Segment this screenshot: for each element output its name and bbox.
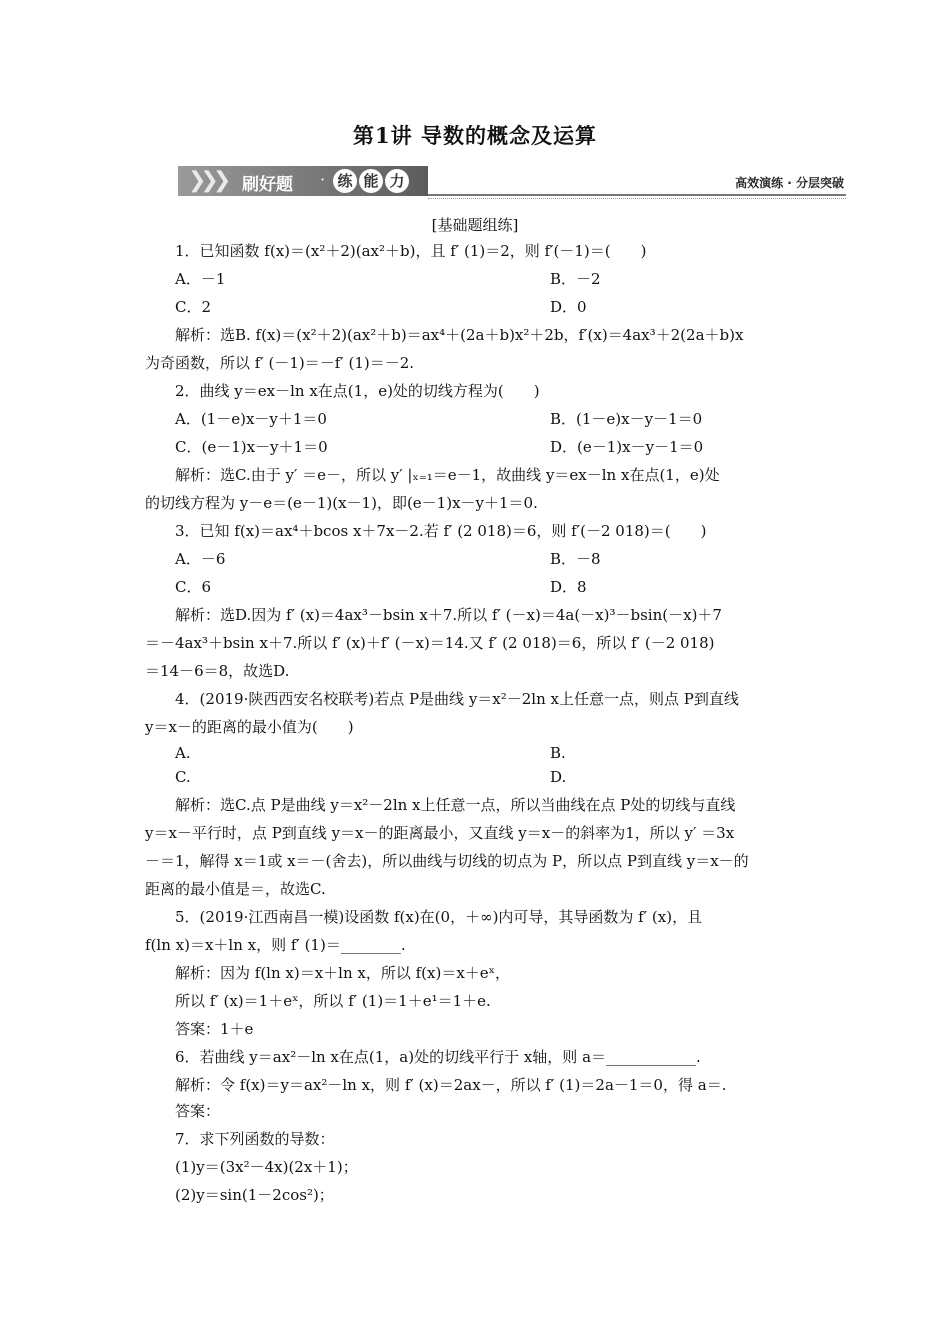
banner-rule-dotted	[428, 198, 846, 199]
solution-line: 解析：选C.由于 y′ ＝e－，所以 y′ |ₓ₌₁＝e－1，故曲线 y＝ex－ln x在点(1，e)处	[175, 466, 720, 484]
solution-line: ＝－4ax³＋bsin x＋7.所以 f′ (x)＋f′ (－x)＝14.又 f′ (2 018)＝6，所以 f′ (－2 018)	[145, 634, 715, 652]
option-d: D.	[550, 768, 567, 786]
solution-line: 距离的最小值是＝，故选C.	[145, 880, 326, 898]
question-2: 2．曲线 y＝ex－ln x在点(1，e)处的切线方程为( )	[175, 382, 540, 400]
banner-label: 刷好题	[242, 175, 293, 195]
solution-line: 解析：因为 f(ln x)＝x＋ln x，所以 f(x)＝x＋eˣ，	[175, 964, 511, 982]
solution-line: 解析：令 f(x)＝y＝ax²－ln x，则 f′ (x)＝2ax－，所以 f′ (1)＝2a－1＝0，得 a＝.	[175, 1076, 727, 1094]
solution-line: y＝x－平行时，点 P到直线 y＝x－的距离最小，又直线 y＝x－的斜率为1，所以 y′ ＝3x	[145, 824, 735, 842]
option-d: D．0	[550, 298, 587, 316]
section-banner	[178, 166, 428, 196]
option-a: A．－1	[175, 270, 226, 288]
question-7: 7．求下列函数的导数：	[175, 1130, 335, 1148]
question-3: 3．已知 f(x)＝ax⁴＋bcos x＋7x－2.若 f′ (2 018)＝6，则 f′(－2 018)＝( )	[175, 522, 707, 540]
solution-line: 解析：选B. f(x)＝(x²＋2)(ax²＋b)＝ax⁴＋(2a＋b)x²＋2b，f′(x)＝4ax³＋2(2a＋b)x	[175, 326, 744, 344]
option-a: A．－6	[175, 550, 226, 568]
question-5-cont: f(ln x)＝x＋ln x，则 f′ (1)＝________.	[145, 936, 406, 954]
answer-line: 答案：1＋e	[175, 1020, 254, 1038]
solution-line: 所以 f′ (x)＝1＋eˣ，所以 f′ (1)＝1＋e¹＝1＋e.	[175, 992, 491, 1010]
option-d: D．(e－1)x－y－1＝0	[550, 438, 704, 456]
solution-line: 的切线方程为 y－e＝(e－1)(x－1)，即(e－1)x－y＋1＝0.	[145, 494, 538, 512]
solution-line: ＝14－6＝8，故选D.	[145, 662, 290, 680]
section-heading: [基础题组练]	[431, 216, 519, 234]
option-c: C．6	[175, 578, 212, 596]
option-b: B．－2	[550, 270, 601, 288]
banner-circle-char: 能	[359, 169, 383, 193]
option-d: D．8	[550, 578, 587, 596]
question-4: 4．(2019·陕西西安名校联考)若点 P是曲线 y＝x²－2ln x上任意一点，则点 P到直线	[175, 690, 739, 708]
question-1: 1．已知函数 f(x)＝(x²＋2)(ax²＋b)，且 f′ (1)＝2，则 f′(－1)＝( )	[175, 242, 647, 260]
solution-line: 解析：选C.点 P是曲线 y＝x²－2ln x上任意一点，所以当曲线在点 P处的切线与直线	[175, 796, 736, 814]
question-4-cont: y＝x－的距离的最小值为( )	[145, 718, 354, 736]
option-a: A．(1－e)x－y＋1＝0	[175, 410, 327, 428]
option-b: B.	[550, 744, 566, 762]
question-6: 6．若曲线 y＝ax²－ln x在点(1，a)处的切线平行于 x轴，则 a＝____________.	[175, 1048, 701, 1066]
answer-line: 答案：	[175, 1102, 221, 1120]
question-5: 5．(2019·江西南昌一模)设函数 f(x)在(0，＋∞)内可导，其导函数为 f′ (x)，且	[175, 908, 703, 926]
solution-line: －＝1，解得 x＝1或 x＝－(舍去)，所以曲线与切线的切点为 P，所以点 P到直线 y＝x－的	[145, 852, 749, 870]
sub-question: (1)y＝(3x²－4x)(2x＋1)；	[175, 1158, 358, 1176]
option-b: B．(1－e)x－y－1＝0	[550, 410, 703, 428]
banner-circle-char: 力	[385, 169, 409, 193]
solution-line: 解析：选D.因为 f′ (x)＝4ax³－bsin x＋7.所以 f′ (－x)＝4a(－x)³－bsin(－x)＋7	[175, 606, 722, 624]
page-title: 第1讲 导数的概念及运算	[353, 123, 597, 148]
banner-dot: ·	[320, 170, 326, 189]
banner-right-text: 高效演练 · 分层突破	[735, 176, 844, 190]
option-c: C．2	[175, 298, 212, 316]
banner-circles	[333, 169, 409, 193]
solution-line: 为奇函数，所以 f′ (－1)＝－f′ (1)＝－2.	[145, 354, 415, 372]
option-a: A.	[175, 744, 191, 762]
banner-circle-char: 练	[333, 169, 357, 193]
sub-question: (2)y＝sin(1－2cos²)；	[175, 1186, 334, 1204]
chevron-right-icon: ❯❯❯	[188, 168, 226, 193]
option-c: C.	[175, 768, 191, 786]
banner-rule	[428, 194, 846, 196]
option-b: B．－8	[550, 550, 601, 568]
option-c: C．(e－1)x－y＋1＝0	[175, 438, 328, 456]
